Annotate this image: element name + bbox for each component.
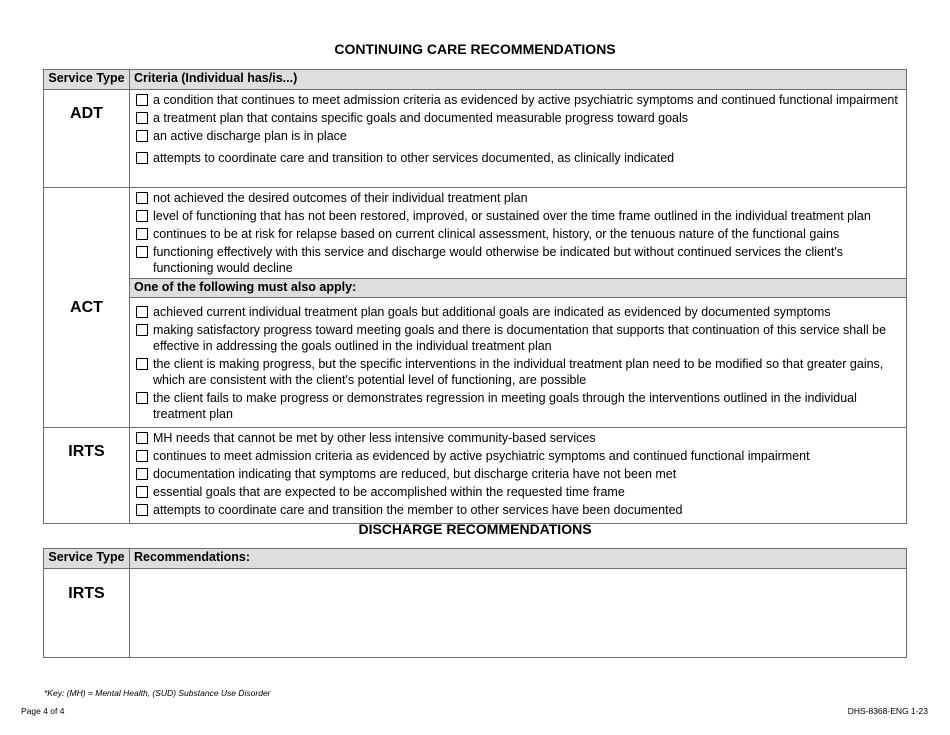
list-item [136, 244, 906, 276]
adt-criteria [130, 90, 907, 188]
criterion-text: MH needs that cannot be met by other less intensive community-based services [153, 431, 596, 445]
criterion-text: continues to meet admission criteria as evidenced by active psychiatric symptoms and continued functional impairment [153, 449, 810, 463]
list-item [136, 356, 906, 388]
discharge-row [44, 569, 907, 658]
table-header-row [44, 549, 907, 569]
continuing-care-table [43, 69, 907, 524]
checkbox[interactable] [136, 324, 148, 336]
form-id: DHS-8368-ENG 1-23 [847, 706, 928, 716]
list-item [136, 208, 906, 224]
adt-row [44, 90, 907, 188]
list-item [136, 484, 906, 500]
discharge-table [43, 548, 907, 658]
act-label: ACT [44, 188, 130, 428]
list-item [136, 430, 906, 446]
checkbox[interactable] [136, 306, 148, 318]
key-footnote: *Key: (MH) = Mental Health, (SUD) Substance Use Disorder [44, 688, 271, 698]
list-item [136, 390, 906, 422]
checkbox[interactable] [136, 358, 148, 370]
table-header-row [44, 70, 907, 90]
checkbox[interactable] [136, 228, 148, 240]
irts-row [44, 428, 907, 524]
criterion-text: level of functioning that has not been restored, improved, or sustained over the time frame outlined in the individual treatment plan [153, 209, 871, 223]
criterion-text: essential goals that are expected to be accomplished within the requested time frame [153, 485, 625, 499]
checkbox[interactable] [136, 210, 148, 222]
recommendations-header: Recommendations: [130, 549, 907, 569]
list-item [136, 448, 906, 464]
checkbox[interactable] [136, 246, 148, 258]
criterion-text: continues to be at risk for relapse based on current clinical assessment, history, or the tenuous nature of the functional gains [153, 227, 840, 241]
criterion-text: documentation indicating that symptoms are reduced, but discharge criteria have not been met [153, 467, 677, 481]
discharge-title: DISCHARGE RECOMMENDATIONS [358, 521, 592, 537]
criterion-text: a condition that continues to meet admission criteria as evidenced by active psychiatric symptoms and continued functional impairment [153, 93, 898, 107]
list-item [136, 110, 906, 126]
checkbox[interactable] [136, 94, 148, 106]
recommendations-field[interactable] [130, 569, 907, 658]
discharge-service-label: IRTS [44, 569, 130, 658]
adt-label: ADT [44, 90, 130, 188]
list-item [136, 322, 906, 354]
list-item [136, 128, 906, 144]
page-number: Page 4 of 4 [21, 706, 65, 716]
irts-criteria [130, 428, 907, 524]
criterion-text: functioning effectively with this service and discharge would otherwise be indicated but without continued services the client's functioning would decline [153, 245, 844, 275]
criterion-text: the client is making progress, but the specific interventions in the individual treatment plan need to be modified so that greater gains, which are consistent with the client's potential level of functioning, are possible [153, 357, 884, 387]
checkbox[interactable] [136, 504, 148, 516]
act-criteria [130, 188, 907, 428]
checkbox[interactable] [136, 468, 148, 480]
irts-label: IRTS [44, 428, 130, 524]
list-item [136, 226, 906, 242]
list-item [136, 502, 906, 518]
checkbox[interactable] [136, 392, 148, 404]
checkbox[interactable] [136, 130, 148, 142]
list-item [136, 466, 906, 482]
continuing-care-title: CONTINUING CARE RECOMMENDATIONS [334, 41, 616, 57]
criterion-text: attempts to coordinate care and transition to other services documented, as clinically indicated [153, 151, 675, 165]
service-type-header: Service Type [44, 549, 130, 569]
criterion-text: not achieved the desired outcomes of their individual treatment plan [153, 191, 528, 205]
service-type-header: Service Type [44, 70, 130, 90]
list-item [136, 92, 906, 108]
checkbox[interactable] [136, 450, 148, 462]
criterion-text: making satisfactory progress toward meeting goals and there is documentation that supports that continuation of this service shall be effective in addressing the goals outlined in the individual treatment plan [153, 323, 887, 353]
criteria-header: Criteria (Individual has/is...) [130, 70, 907, 90]
checkbox[interactable] [136, 486, 148, 498]
act-row [44, 188, 907, 428]
criterion-text: an active discharge plan is in place [153, 129, 347, 143]
checkbox[interactable] [136, 432, 148, 444]
checkbox[interactable] [136, 112, 148, 124]
list-item [136, 190, 906, 206]
list-item [136, 304, 906, 320]
checkbox[interactable] [136, 192, 148, 204]
criterion-text: attempts to coordinate care and transition the member to other services have been documented [153, 503, 683, 517]
criterion-text: achieved current individual treatment plan goals but additional goals are indicated as evidenced by documented symptoms [153, 305, 831, 319]
criterion-text: the client fails to make progress or demonstrates regression in meeting goals through the interventions outlined in the individual treatment plan [153, 391, 857, 421]
checkbox[interactable] [136, 152, 148, 164]
criterion-text: a treatment plan that contains specific goals and documented measurable progress toward goals [153, 111, 689, 125]
act-subheading: One of the following must also apply: [130, 278, 906, 298]
list-item [136, 150, 906, 166]
